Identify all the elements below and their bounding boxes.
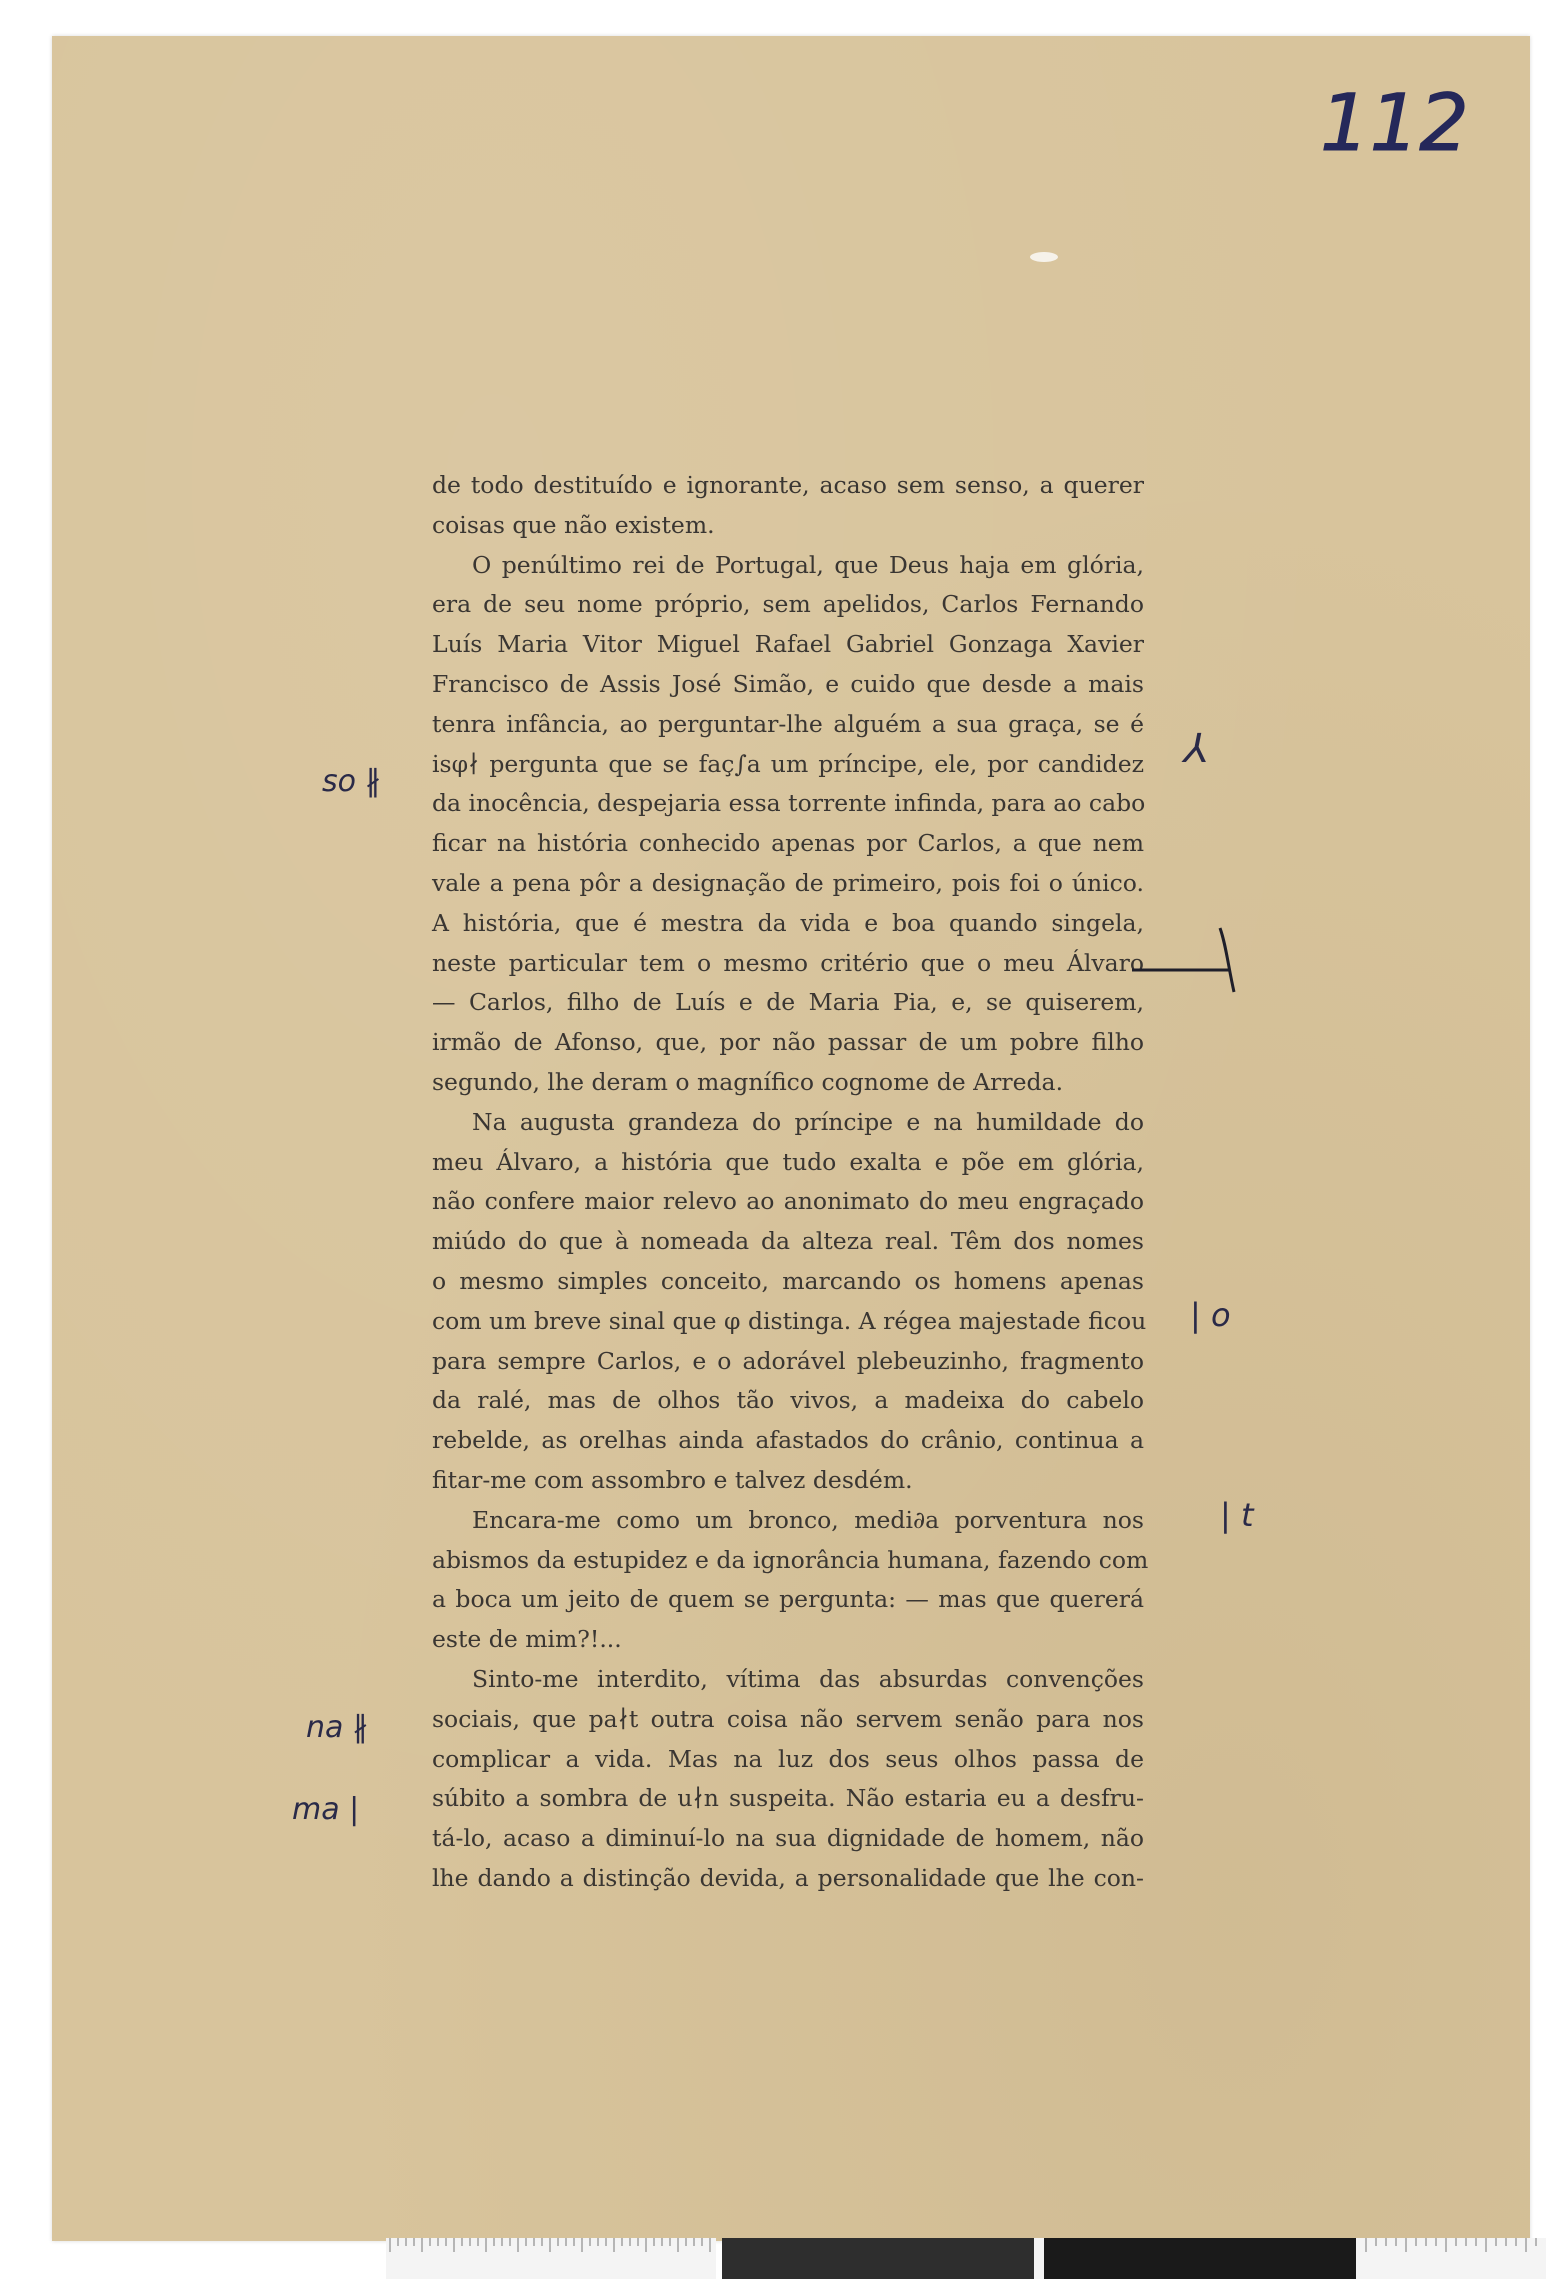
text-line: neste particular tem o mesmo critério que o meu Álvaro <box>432 948 1144 977</box>
folio-number-text: 112 <box>1320 79 1469 169</box>
text-line: fitar-me com assombro e talvez desdém. <box>432 1465 913 1494</box>
text-line: miúdo do que à nomeada da alteza real. Têm dos nomes <box>432 1227 1144 1256</box>
text-line: meu Álvaro, a história que tudo exalta e põe em glória, <box>432 1147 1144 1176</box>
margin-note-right: ⅄ <box>1184 726 1209 772</box>
text-line: vale a pena pôr a designação de primeiro, pois foi o único. <box>432 868 1144 897</box>
text-line: a boca um jeito de quem se pergunta: — mas que quererá <box>432 1585 1144 1614</box>
proof-bracket-mark <box>1130 920 1240 1000</box>
text-line: para sempre Carlos, e o adorável plebeuzinho, fragmento <box>432 1346 1144 1375</box>
margin-note-right: | t <box>1220 1496 1254 1534</box>
text-line: complicar a vida. Mas na luz dos seus olhos passa de <box>432 1744 1144 1773</box>
text-line: da ralé, mas de olhos tão vivos, a madeixa do cabelo <box>432 1386 1144 1415</box>
text-line: rebelde, as orelhas ainda afastados do crânio, continua a <box>432 1426 1144 1455</box>
text-line: A história, que é mestra da vida e boa quando singela, <box>432 908 1144 937</box>
text-line: este de mim?!... <box>432 1625 622 1654</box>
text-line: sociais, que pa∤t outra coisa não servem senão para nos <box>432 1704 1144 1733</box>
text-line: Francisco de Assis José Simão, e cuido que desde a mais <box>432 669 1144 698</box>
text-line: o mesmo simples conceito, marcando os homens apenas <box>432 1266 1144 1295</box>
text-line: ficar na história conhecido apenas por Carlos, a que nem <box>432 829 1144 858</box>
paper-speck <box>1030 252 1058 262</box>
scan-ruler <box>386 2238 1546 2279</box>
text-line: súbito a sombra de u∤n suspeita. Não estaria eu a desfru- <box>432 1784 1144 1813</box>
text-line: tenra infância, ao perguntar-lhe alguém a sua graça, se é <box>432 709 1144 738</box>
text-line: tá-lo, acaso a diminuí-lo na sua dignidade de homem, não <box>432 1824 1144 1853</box>
text-line: irmão de Afonso, que, por não passar de um pobre filho <box>432 1028 1144 1057</box>
text-line: abismos da estupidez e da ignorância humana, fazendo com <box>432 1545 1149 1574</box>
text-line: Encara-me como um bronco, medi∂a porventura nos <box>472 1505 1144 1534</box>
margin-note-left: ma | <box>292 1792 360 1827</box>
text-line: da inocência, despejaria essa torrente infinda, para ao cabo <box>432 789 1146 818</box>
handwritten-folio-number <box>1310 70 1490 180</box>
margin-note-left: na ∦ <box>306 1710 368 1745</box>
text-line: lhe dando a distinção devida, a personalidade que lhe con- <box>432 1863 1144 1892</box>
text-line: era de seu nome próprio, sem apelidos, Carlos Fernando <box>432 590 1144 619</box>
margin-note-right: | o <box>1190 1296 1231 1334</box>
body-text <box>432 466 1149 1899</box>
text-line: de todo destituído e ignorante, acaso sem senso, a querer <box>432 471 1144 499</box>
text-line: com um breve sinal que φ distinga. A régea majestade ficou <box>432 1306 1147 1335</box>
text-line: Luís Maria Vitor Miguel Rafael Gabriel Gonzaga Xavier <box>432 630 1144 659</box>
text-line: coisas que não existem. <box>432 510 715 539</box>
text-line: não confere maior relevo ao anonimato do meu engraçado <box>432 1187 1144 1216</box>
text-line: Sinto-me interdito, vítima das absurdas convenções <box>472 1664 1144 1693</box>
text-line: Na augusta grandeza do príncipe e na humildade do <box>472 1107 1144 1136</box>
text-line: segundo, lhe deram o magnífico cognome de Arreda. <box>432 1067 1064 1096</box>
text-line: O penúltimo rei de Portugal, que Deus haja em glória, <box>472 550 1144 579</box>
text-line: isφ∤ pergunta que se faç∫a um príncipe, ele, por candidez <box>432 749 1144 778</box>
margin-note-left: so ∦ <box>322 764 381 799</box>
text-line: — Carlos, filho de Luís e de Maria Pia, e, se quiserem, <box>432 988 1144 1017</box>
